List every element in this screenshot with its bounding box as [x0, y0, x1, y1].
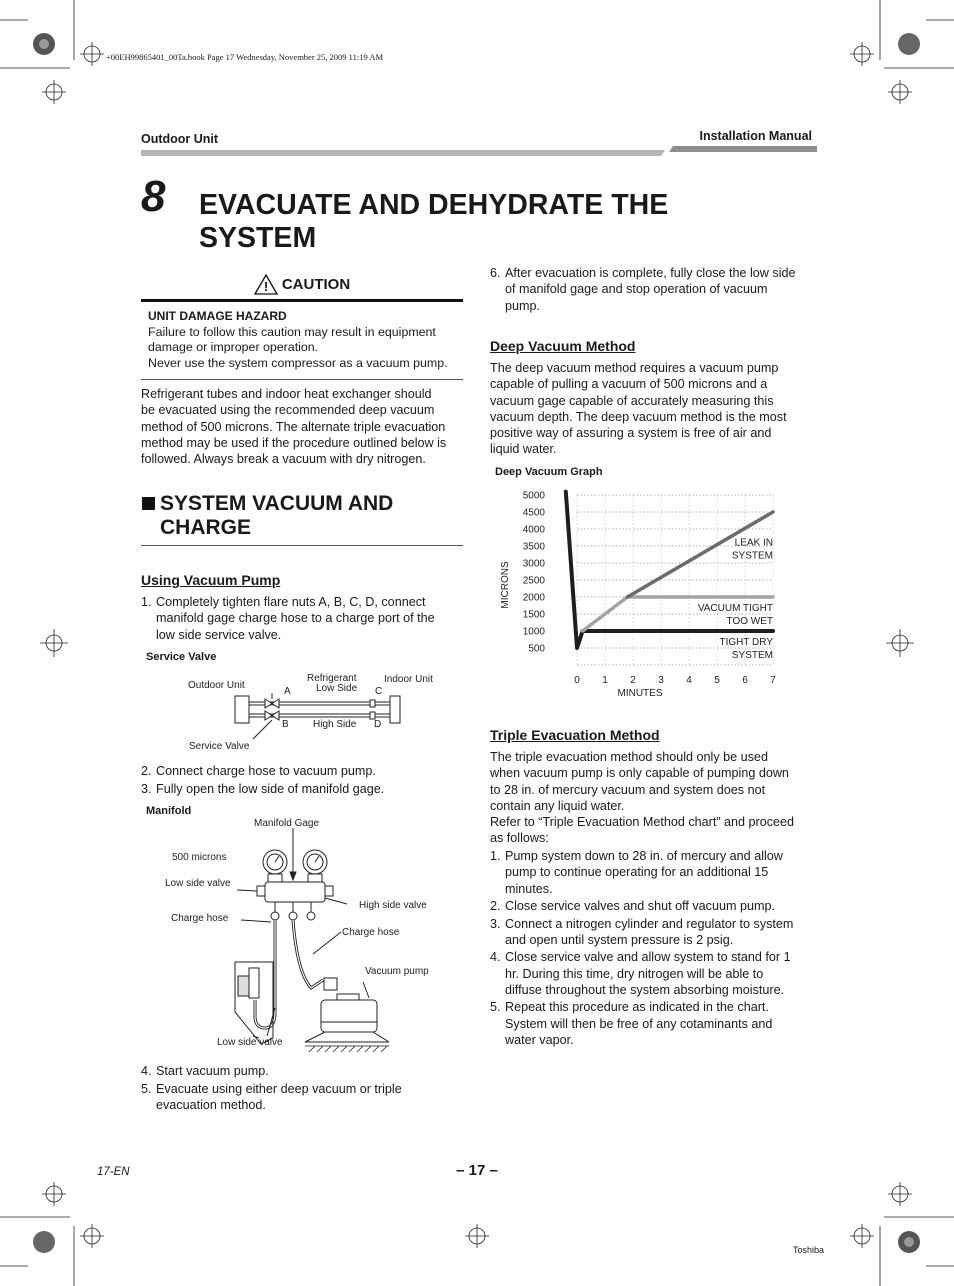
step-6	[490, 265, 820, 314]
service-valve-figure-title: Service Valve	[146, 651, 217, 663]
step-number: 2.	[490, 899, 501, 914]
caution-lines	[148, 325, 463, 372]
label-low-side: Low Side	[316, 683, 358, 694]
list-item	[141, 1081, 471, 1114]
label-high-side-valve: High side valve	[359, 900, 427, 911]
intro-line: method may be used if the procedure outlined below is	[141, 435, 447, 450]
x-tick-label: 7	[770, 675, 776, 686]
step-line: Completely tighten flare nuts A, B, C, D, connect	[156, 595, 426, 609]
step-line: pump to continue operating for an additional 15	[505, 865, 769, 880]
series-label: VACUUM TIGHT	[697, 603, 773, 614]
step-line: System will then be free of any cotaminants and	[505, 1016, 773, 1031]
step-number: 1.	[490, 849, 501, 863]
chapter-title-line: SYSTEM	[199, 222, 317, 254]
step-line: Connect a nitrogen cylinder and regulator to system	[505, 916, 794, 931]
step-line: and open until system pressure is 2 psig.	[505, 932, 734, 947]
deep-vacuum-graph-title: Deep Vacuum Graph	[495, 466, 603, 478]
intro-line: Refrigerant tubes and indoor heat exchanger should	[141, 387, 432, 401]
x-tick-label: 5	[714, 675, 720, 686]
print-header: +00EH99865401_00Ta.book Page 17 Wednesday, November 25, 2009 11:19 AM	[106, 52, 384, 62]
step-line: Close service valve and allow system to stand for 1	[505, 950, 791, 965]
paragraph-line: The deep vacuum method requires a vacuum pump	[490, 361, 779, 375]
y-tick-label: 2000	[522, 592, 545, 604]
label-high-side: High Side	[313, 719, 357, 730]
label-vacuum-pump: Vacuum pump	[365, 966, 429, 977]
step-line: Connect charge hose to vacuum pump.	[156, 764, 376, 778]
step-line: Start vacuum pump.	[156, 1064, 269, 1078]
y-tick-label: 3500	[522, 541, 545, 553]
label-a: A	[284, 686, 291, 697]
label-c: C	[375, 686, 383, 697]
step-number: 5.	[490, 1000, 501, 1015]
label-charge-hose-left: Charge hose	[171, 913, 229, 924]
manifold-figure-title: Manifold	[146, 805, 192, 817]
paragraph-line: when vacuum pump is only capable of pumping down	[490, 766, 789, 781]
step-number: 4.	[141, 1064, 152, 1078]
y-axis-label: MICRONS	[500, 561, 511, 609]
using-pump-steps-2-3	[141, 763, 471, 797]
caution-hazard: UNIT DAMAGE HAZARD	[148, 309, 287, 323]
paragraph-line: Refer to “Triple Evacuation Method chart” and proceed	[490, 815, 795, 830]
step-number: 2.	[141, 764, 152, 778]
y-tick-label: 5000	[522, 490, 545, 502]
x-axis-label: MINUTES	[617, 688, 663, 699]
paragraph-line: to 28 in. of mercury vacuum and system does not	[490, 782, 766, 797]
label-service-valve: Service Valve	[189, 741, 250, 752]
step-line: After evacuation is complete, fully close the low side	[505, 266, 796, 280]
step-line: Evacuate using either deep vacuum or triple	[156, 1081, 402, 1096]
list-item	[490, 265, 820, 314]
step-line: pump.	[505, 298, 541, 313]
section-heading	[141, 492, 463, 546]
paragraph-line: capable of pulling a vacuum of 500 microns and a	[490, 377, 768, 392]
y-tick-label: 4000	[522, 524, 545, 536]
step-line: minutes.	[505, 881, 553, 896]
list-item	[490, 898, 820, 914]
list-item	[141, 594, 471, 643]
header-section-name: Outdoor Unit	[141, 132, 219, 146]
step-number: 3.	[490, 916, 501, 931]
footer-page-code: 17-EN	[97, 1166, 130, 1178]
label-outdoor-unit: Outdoor Unit	[188, 680, 245, 691]
manifold-diagram	[141, 812, 461, 1057]
x-tick-label: 4	[686, 675, 692, 686]
caution-box	[141, 270, 463, 380]
svg-text:!: !	[263, 278, 268, 294]
paragraph-line: contain any liquid water.	[490, 798, 625, 813]
series-label: SYSTEM	[731, 550, 773, 562]
chapter-title-line: EVACUATE AND DEHYDRATE THE	[199, 189, 669, 221]
step-line: of manifold gage and stop operation of vacuum	[505, 282, 768, 297]
x-tick-label: 3	[658, 675, 664, 686]
y-tick-label: 3000	[522, 558, 545, 570]
paragraph-line: The triple evacuation method should only be used	[490, 750, 768, 764]
list-item	[141, 1063, 471, 1079]
step-line: low side service valve.	[156, 627, 282, 642]
footer-brand: Toshiba	[792, 1245, 824, 1255]
using-pump-title: Using Vacuum Pump	[141, 572, 281, 588]
intro-line: be evacuated using the recommended deep vacuum	[141, 403, 435, 418]
step-line: Pump system down to 28 in. of mercury and allow	[505, 849, 783, 863]
list-item	[490, 848, 820, 897]
label-refrigerant: Refrigerant	[307, 673, 357, 684]
chapter-title	[199, 189, 668, 255]
header-manual-name: Installation Manual	[699, 129, 812, 143]
caution-line: damage or improper operation.	[148, 340, 319, 354]
using-pump-steps-4-5	[141, 1063, 471, 1113]
footer-page-number: – 17 –	[456, 1162, 498, 1179]
list-item	[141, 763, 471, 779]
step-line: Fully open the low side of manifold gage.	[156, 781, 385, 796]
label-manifold-gage: Manifold Gage	[254, 818, 320, 829]
triple-evacuation-steps	[490, 848, 820, 1048]
step-number: 1.	[141, 595, 152, 609]
label-low-side-valve-bottom: Low side valve	[217, 1037, 283, 1048]
series-label: SYSTEM	[731, 650, 773, 661]
label-indoor-unit: Indoor Unit	[384, 674, 433, 685]
section-title-line: SYSTEM VACUUM AND	[160, 492, 394, 515]
caution-line: Failure to follow this caution may result in equipment	[148, 324, 436, 339]
step-number: 5.	[141, 1081, 152, 1096]
caution-label: CAUTION	[281, 275, 351, 293]
y-tick-label: 4500	[522, 507, 545, 519]
deep-vacuum-graph	[490, 480, 790, 702]
header-rule	[141, 146, 817, 157]
step-line: Repeat this procedure as indicated in the chart.	[505, 1000, 769, 1015]
x-tick-label: 6	[742, 675, 748, 686]
intro-paragraph	[141, 386, 471, 467]
y-tick-label: 2500	[522, 575, 545, 587]
x-tick-label: 2	[630, 675, 636, 686]
label-low-side-valve: Low side valve	[165, 878, 231, 889]
list-item	[490, 999, 820, 1048]
deep-vacuum-paragraph	[490, 360, 820, 458]
paragraph-line: vacuum depth. The deep vacuum method is the most	[490, 409, 787, 424]
label-charge-hose-right: Charge hose	[342, 927, 400, 938]
paragraph-line: as follows:	[490, 831, 549, 846]
label-b: B	[282, 719, 289, 730]
using-pump-step-1	[141, 594, 471, 643]
deep-vacuum-title: Deep Vacuum Method	[490, 338, 636, 354]
step-line: manifold gage charge hose to a charge port of the	[156, 611, 435, 626]
square-bullet-icon	[142, 497, 155, 510]
chapter-number: 8	[141, 172, 166, 221]
step-line: water vapor.	[505, 1033, 574, 1048]
step-number: 3.	[141, 781, 152, 796]
y-tick-label: 1500	[522, 609, 545, 621]
label-d: D	[374, 719, 382, 730]
step-number: 6.	[490, 266, 501, 280]
series-label: TOO WET	[726, 616, 773, 627]
label-500-microns: 500 microns	[172, 852, 227, 863]
step-line: evacuation method.	[156, 1098, 266, 1113]
series-label: LEAK IN	[734, 537, 773, 549]
list-item	[490, 916, 820, 949]
step-line: hr. During this time, dry nitrogen will be able to	[505, 966, 764, 981]
paragraph-line: positive way of assuring a system is free of air and	[490, 426, 772, 441]
triple-evacuation-title: Triple Evacuation Method	[490, 727, 660, 743]
step-line: Close service valves and shut off vacuum pump.	[505, 899, 775, 914]
paragraph-line: vacuum gage capable of accurately measuring this	[490, 393, 774, 408]
list-item	[490, 949, 820, 998]
step-number: 4.	[490, 950, 501, 965]
section-title-line: CHARGE	[160, 516, 252, 539]
y-tick-label: 500	[528, 643, 545, 655]
series-label: TIGHT DRY	[719, 637, 773, 648]
step-line: diffuse throughout the system absorbing moisture.	[505, 982, 785, 997]
caution-line: Never use the system compressor as a vacuum pump.	[148, 355, 448, 370]
triple-evacuation-paragraph	[490, 749, 820, 847]
x-tick-label: 1	[602, 675, 608, 686]
service-valve-diagram	[141, 665, 461, 757]
warning-triangle-icon	[254, 274, 278, 295]
y-tick-label: 1000	[522, 626, 545, 638]
intro-line: method of 500 microns. The alternate triple evacuation	[141, 419, 446, 434]
x-tick-label: 0	[574, 675, 580, 686]
paragraph-line: liquid water.	[490, 442, 557, 457]
list-item	[141, 781, 471, 797]
intro-line: followed. Always break a vacuum with dry nitrogen.	[141, 452, 426, 467]
